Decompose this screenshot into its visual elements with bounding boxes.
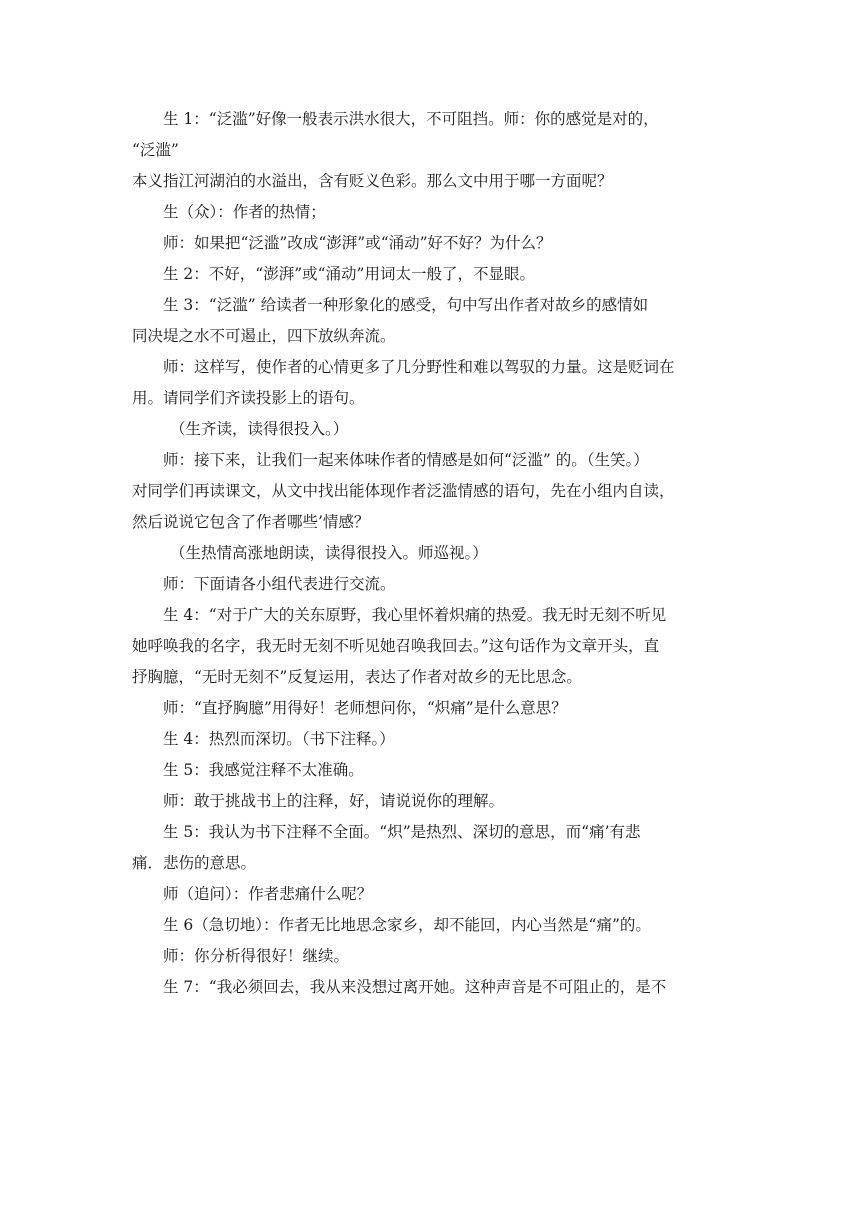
text-line: 师：“直抒胸臆”用得好！老师想问你，“炽痛”是什么意思？ xyxy=(163,699,567,717)
text-line: 生 1：“泛滥”好像一般表示洪水很大，不可阻挡。师：你的感觉是对的， xyxy=(163,110,659,128)
text-line: 师：如果把“泛滥”改成“澎湃”或“涌动”好不好？为什么？ xyxy=(163,234,552,252)
text-line: 生 6（急切地）：作者无比地思念家乡，却不能回，内心当然是“痛”的。 xyxy=(163,916,651,934)
text-line: 生 7：“我必须回去，我从来没想过离开她。这种声音是不可阻止的，是不 xyxy=(163,978,667,996)
text-line: 生 3：“泛滥” 给读者一种形象化的感受，句中写出作者对故乡的感情如 xyxy=(163,296,649,314)
text-line: 生 2：不好，“澎湃”或“涌动”用词太一般了，不显眼。 xyxy=(163,265,535,283)
text-line: 然后说说它包含了作者哪些’情感？ xyxy=(132,513,370,531)
text-line: 师：接下来，让我们一起来体味作者的情感是如何“泛滥” 的。（生笑。） xyxy=(163,451,649,469)
text-line: 生 5：我感觉注释不太准确。 xyxy=(163,761,364,779)
text-line: 生 4：“对于广大的关东原野，我心里怀着炽痛的热爱。我无时无刻不听见 xyxy=(163,606,667,624)
document-body xyxy=(132,104,732,1003)
text-line: （生热情高涨地朗读，读得很投入。师巡视。） xyxy=(170,544,488,562)
text-line: 痛．悲伤的意思。 xyxy=(132,854,257,872)
text-line: 生 4：热烈而深切。（书下注释。） xyxy=(163,730,395,748)
text-line: 师：下面请各小组代表进行交流。 xyxy=(163,575,396,593)
text-line: 师：这样写，使作者的心情更多了几分野性和难以驾驭的力量。这是贬词在 xyxy=(163,358,675,376)
text-line: 同决堤之水不可遏止，四下放纵奔流。 xyxy=(132,327,396,345)
text-line: 本义指江河湖泊的水溢出，含有贬义色彩。那么文中用于哪一方面呢？ xyxy=(132,172,613,190)
text-line: 师：你分析得很好！继续。 xyxy=(163,947,350,965)
text-line: 师（追问）：作者悲痛什么呢？ xyxy=(163,885,373,903)
text-line: 对同学们再读课文，从文中找出能体现作者泛滥情感的语句，先在小组内自读， xyxy=(132,482,675,500)
text-line: 生（众）：作者的热情； xyxy=(163,203,326,221)
text-line: 抒胸臆，“无时无刻不”反复运用，表达了作者对故乡的无比思念。 xyxy=(132,668,582,686)
text-line: （生齐读，读得很投入。） xyxy=(170,420,349,438)
text-line: “泛滥” xyxy=(132,141,179,159)
text-line: 用。请同学们齐读投影上的语句。 xyxy=(132,389,365,407)
text-line: 生 5：我认为书下注释不全面。“炽”是热烈、深切的意思，而“痛’有悲 xyxy=(163,823,641,841)
text-line: 她呼唤我的名字，我无时无刻不听见她召唤我回去。”这句话作为文章开头，直 xyxy=(132,637,660,655)
text-line: 师：敢于挑战书上的注释，好，请说说你的理解。 xyxy=(163,792,505,810)
